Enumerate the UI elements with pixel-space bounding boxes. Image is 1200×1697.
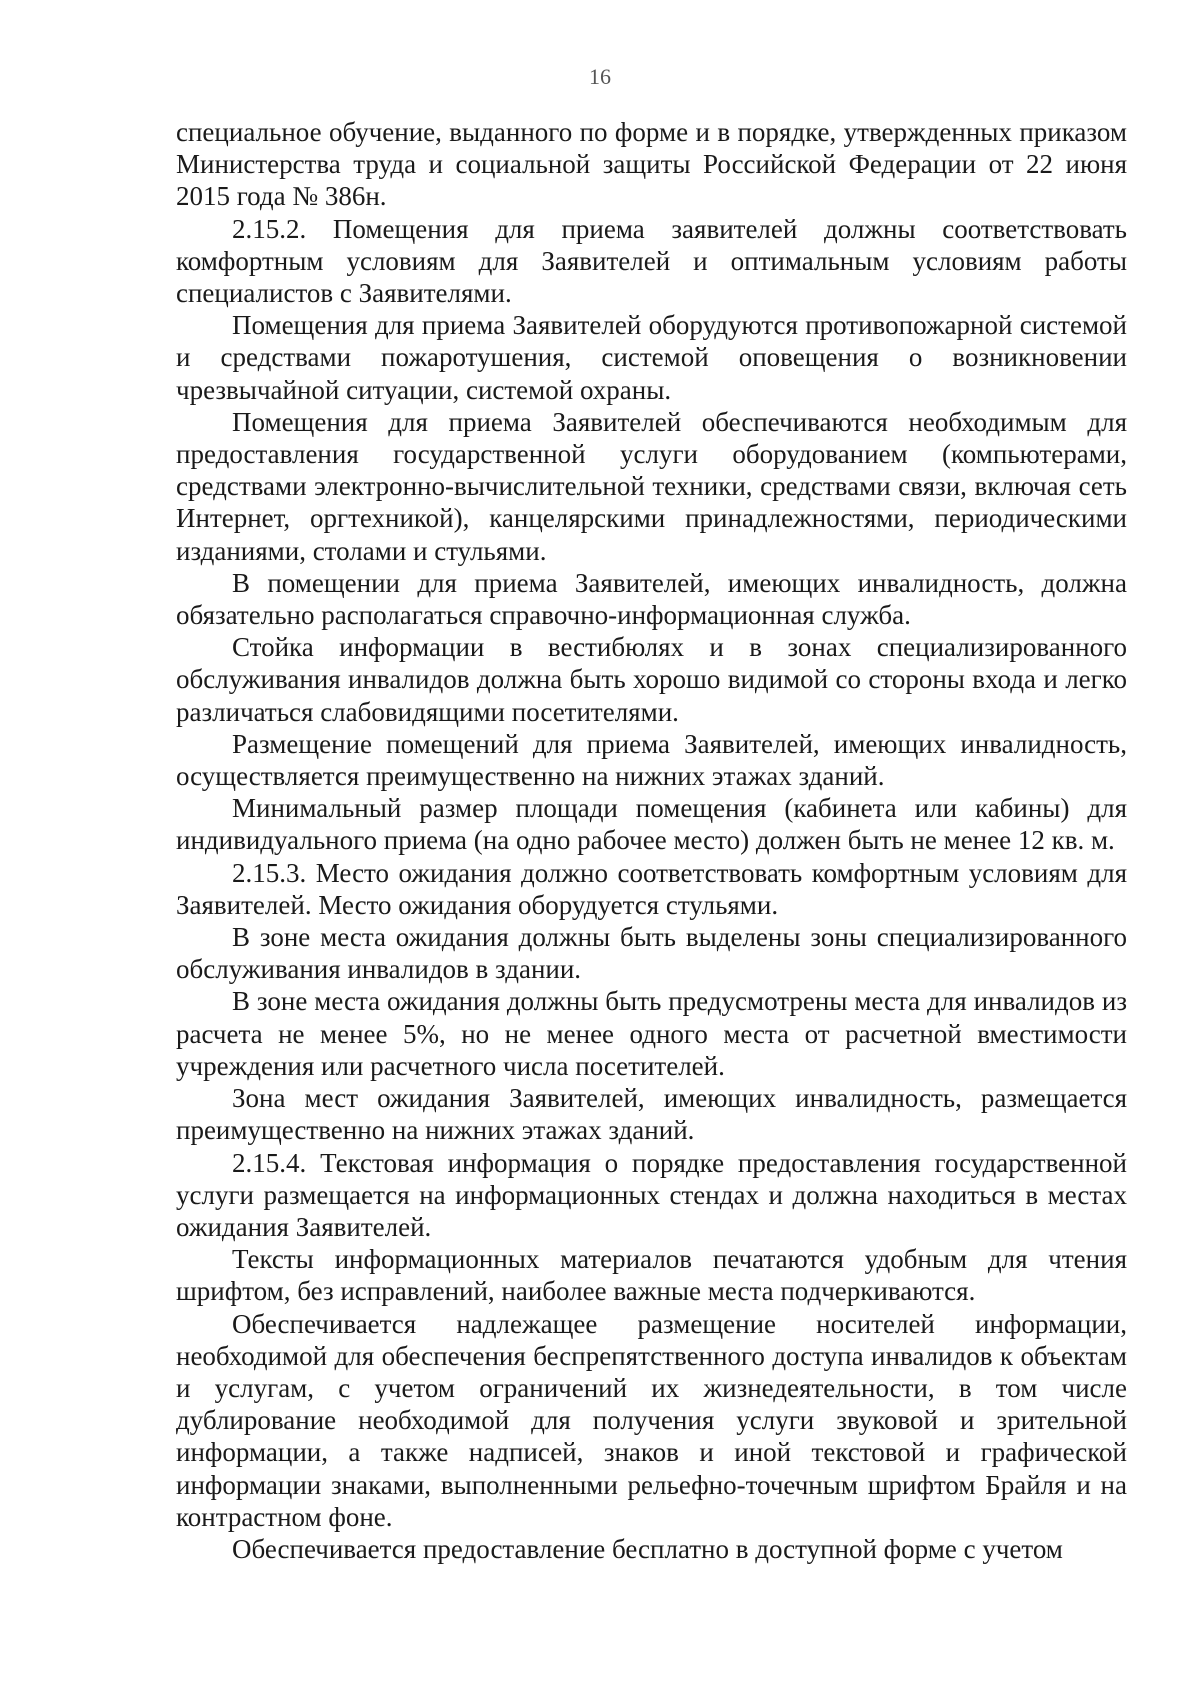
- paragraph: Обеспечивается предоставление бесплатно в доступной форме с учетом: [232, 1533, 1063, 1564]
- paragraph: Помещения для приема Заявителей оборудуются противопожарной системой и средствами пожаротушения, системой оповещения о возникновении чрезвычайной ситуации, системой охраны.: [176, 310, 1127, 405]
- paragraph: Обеспечивается надлежащее размещение носителей информации, необходимой для обеспечения беспрепятственного доступа инвалидов к объектам и услугам, с учетом ограничений их жизнедеятельности, в том числе дублирование необходимой для получения услуги звуковой и зрительной информации, а также надписей, знаков и иной текстовой и графической информации знаками, выполненными рельефно-точечным шрифтом Брайля и на контрастном фоне.: [176, 1308, 1127, 1532]
- paragraph: Размещение помещений для приема Заявителей, имеющих инвалидность, осуществляется преимущественно на нижних этажах зданий.: [176, 728, 1127, 792]
- paragraph: Зона мест ожидания Заявителей, имеющих инвалидность, размещается преимущественно на нижних этажах зданий.: [176, 1083, 1127, 1146]
- paragraph: Стойка информации в вестибюлях и в зонах специализированного обслуживания инвалидов должна быть хорошо видимой со стороны входа и легко различаться слабовидящими посетителями.: [176, 632, 1127, 727]
- paragraph: В зоне места ожидания должны быть предусмотрены места для инвалидов из расчета не менее 5%, но не менее одного места от расчетной вместимости учреждения или расчетного числа посетителей.: [176, 986, 1127, 1081]
- paragraph: Помещения для приема Заявителей обеспечиваются необходимым для предоставления государственной услуги оборудованием (компьютерами, средствами электронно-вычислительной техники, средствами связи, включая сеть Интернет, оргтехникой), канцелярскими принадлежностями, периодическими изданиями, столами и стульями.: [176, 406, 1127, 566]
- page-number: 16: [589, 64, 611, 89]
- paragraph: 2.15.3. Место ожидания должно соответствовать комфортным условиям для Заявителей. Место ожидания оборудуется стульями.: [176, 857, 1127, 920]
- paragraph: 2.15.2. Помещения для приема заявителей должны соответствовать комфортным условиям для Заявителей и оптимальным условиям работы специалистов с Заявителями.: [176, 213, 1127, 309]
- paragraph: Тексты информационных материалов печатаются удобным для чтения шрифтом, без исправлений, наиболее важные места подчеркиваются.: [176, 1244, 1127, 1307]
- paragraph: В зоне места ожидания должны быть выделены зоны специализированного обслуживания инвалидов в здании.: [176, 922, 1127, 985]
- document-body: [176, 116, 1127, 1565]
- paragraph: Минимальный размер площади помещения (кабинета или кабины) для индивидуального приема (на одно рабочее место) должен быть не менее 12 кв. м.: [176, 793, 1127, 856]
- paragraph: В помещении для приема Заявителей, имеющих инвалидность, должна обязательно располагаться справочно-информационная служба.: [176, 567, 1127, 631]
- paragraph: специальное обучение, выданного по форме и в порядке, утвержденных приказом Министерства труда и социальной защиты Российской Федерации от 22 июня 2015 года № 386н.: [176, 117, 1127, 212]
- paragraph: 2.15.4. Текстовая информация о порядке предоставления государственной услуги размещается на информационных стендах и должна находиться в местах ожидания Заявителей.: [176, 1147, 1127, 1242]
